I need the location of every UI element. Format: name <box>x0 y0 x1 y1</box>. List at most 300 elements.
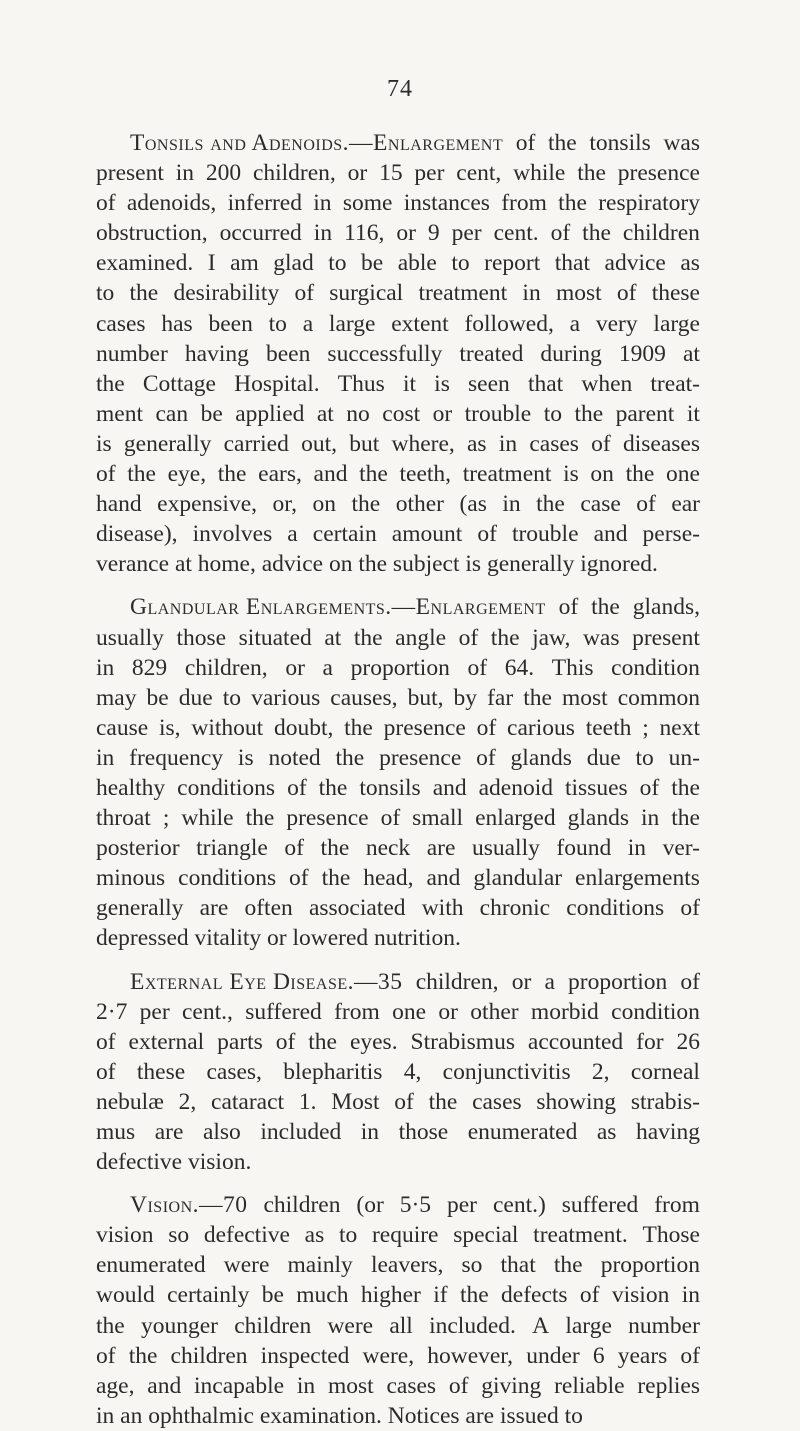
word: and <box>432 774 467 801</box>
word: the <box>359 461 388 488</box>
word: showing <box>536 1088 617 1115</box>
word: of <box>636 491 656 518</box>
word: but <box>349 430 380 457</box>
word: a <box>569 310 581 337</box>
paragraph <box>96 128 700 579</box>
word: or <box>432 400 453 427</box>
word: A <box>532 1312 550 1339</box>
word: those <box>176 624 227 651</box>
word: carried <box>223 430 289 457</box>
text-line <box>96 683 700 713</box>
text-line <box>96 339 700 369</box>
paragraph-gap <box>96 954 700 967</box>
word: so <box>168 1222 190 1249</box>
word: or <box>267 925 287 952</box>
word: 829 <box>131 654 168 681</box>
word: children, <box>184 654 268 681</box>
word: inspected <box>260 1342 350 1369</box>
word: these <box>651 280 700 307</box>
word: be <box>146 684 169 711</box>
word: 5·5 <box>399 1192 432 1219</box>
word: other <box>395 491 444 518</box>
word: throat <box>96 805 151 832</box>
word: were <box>327 1312 374 1339</box>
word: in <box>296 1372 316 1399</box>
word: jaw, <box>532 624 571 651</box>
word: as <box>596 1119 617 1145</box>
word: enlarged <box>475 805 556 832</box>
word: treatment <box>418 280 508 307</box>
word: verance <box>96 551 170 578</box>
word: of <box>458 624 479 651</box>
word: were <box>223 1252 270 1279</box>
word: instances <box>403 190 490 217</box>
word: seen <box>468 370 510 397</box>
word: vision <box>611 1282 670 1309</box>
word: proportion <box>600 1252 700 1279</box>
word: (as <box>459 491 487 518</box>
word: healthy <box>96 774 166 801</box>
word: morbid <box>530 998 599 1025</box>
word: 2, <box>591 1058 610 1085</box>
text-line <box>96 1341 700 1371</box>
word: in <box>96 744 115 771</box>
word: is, <box>158 714 181 741</box>
word: large <box>565 1312 612 1339</box>
word: cent., <box>182 998 233 1025</box>
word: ; <box>162 805 170 832</box>
word: is <box>96 430 112 457</box>
word: present <box>96 160 164 187</box>
paragraph-gap <box>96 579 700 592</box>
word: to <box>564 1402 583 1429</box>
word: depressed <box>96 925 189 952</box>
word: the <box>553 1252 583 1279</box>
word: special <box>453 1222 519 1249</box>
text-line <box>96 1311 700 1341</box>
text-line <box>96 1220 700 1250</box>
word: the <box>523 684 552 711</box>
word: lowered <box>292 925 369 952</box>
word: presence <box>383 714 466 741</box>
word: from <box>501 190 547 217</box>
word: vision. <box>187 1149 252 1176</box>
word: a <box>544 968 555 995</box>
word: children <box>263 1192 341 1219</box>
word: having <box>635 1119 700 1145</box>
word: in <box>681 1282 700 1309</box>
word: I <box>207 250 216 277</box>
word: per <box>139 998 170 1025</box>
word: much <box>296 1282 349 1309</box>
word: defects <box>501 1282 568 1309</box>
word: 200 <box>205 160 242 187</box>
word: posterior <box>96 835 180 862</box>
word: Notices <box>387 1402 460 1429</box>
word: situated <box>238 624 312 651</box>
word: due <box>586 744 621 771</box>
word: included <box>260 1119 342 1145</box>
word: treatment <box>462 461 552 488</box>
word: disease), <box>96 521 178 548</box>
word: ignored. <box>580 551 658 578</box>
word: of <box>579 1282 600 1309</box>
word: the <box>96 1312 125 1339</box>
text-line <box>96 1087 700 1117</box>
word: children <box>622 220 700 247</box>
word: to <box>222 684 242 711</box>
word: or, <box>272 491 298 518</box>
word: of <box>550 220 571 247</box>
word: to <box>338 1222 358 1249</box>
word: nutrition. <box>374 925 461 952</box>
word: are <box>199 895 229 922</box>
paragraph <box>96 592 700 953</box>
paragraph <box>96 967 700 1178</box>
word: the <box>344 714 373 741</box>
word: most <box>327 1372 374 1399</box>
word: require <box>371 1222 439 1249</box>
text-line <box>96 158 700 188</box>
section-heading: External Eye Disease.—35 <box>130 968 403 995</box>
text-column <box>96 128 700 1431</box>
word: was <box>582 624 620 651</box>
word: case <box>580 491 621 518</box>
word: of <box>275 1028 296 1055</box>
word: it <box>402 370 417 397</box>
word: one <box>392 998 427 1025</box>
word: children <box>170 1342 248 1369</box>
word: trouble <box>464 400 532 427</box>
word: 64. <box>504 654 535 681</box>
word: of <box>467 654 488 681</box>
word: or <box>511 968 532 995</box>
word: of <box>591 430 611 457</box>
text-line <box>96 803 700 833</box>
word: if <box>433 1282 448 1309</box>
text-line <box>96 713 700 743</box>
word: am <box>230 250 259 277</box>
word: successfully <box>327 340 443 367</box>
word: having <box>184 340 249 367</box>
word: next <box>659 714 700 741</box>
word: the <box>129 280 159 307</box>
word: the <box>577 160 606 187</box>
word: glands <box>510 744 572 771</box>
word: cases <box>472 1088 522 1115</box>
word: those <box>398 1119 449 1145</box>
text-line <box>96 248 700 278</box>
text-line <box>96 653 700 683</box>
word: ver- <box>662 835 700 862</box>
word: of <box>558 594 579 621</box>
word: amount <box>391 521 463 548</box>
text-line <box>96 519 700 549</box>
word: to <box>543 400 562 427</box>
word: certain <box>312 521 377 548</box>
word: from <box>334 998 380 1025</box>
word: can <box>155 400 189 427</box>
word: the <box>558 190 587 217</box>
word: mus <box>96 1119 136 1145</box>
text-line <box>96 967 700 997</box>
word: with <box>421 895 464 922</box>
word: age, <box>96 1372 135 1399</box>
text-line <box>96 1117 700 1147</box>
word: leavers, <box>370 1252 444 1279</box>
word: of <box>284 835 304 862</box>
word: of <box>96 190 116 217</box>
word: 15 <box>379 160 403 187</box>
word: would <box>96 1282 155 1309</box>
word: ear <box>671 491 700 518</box>
word: in <box>640 805 660 832</box>
word: nebulæ <box>96 1088 164 1115</box>
word: is <box>465 551 482 578</box>
word: conditions <box>566 895 665 922</box>
word: in <box>498 430 518 457</box>
text-line <box>96 309 700 339</box>
word: and <box>426 865 461 892</box>
word: of <box>476 714 497 741</box>
word: treated <box>459 340 524 367</box>
word: as <box>304 1222 325 1249</box>
word: most <box>555 280 602 307</box>
word: of <box>680 968 700 995</box>
word: of <box>515 130 536 156</box>
word: Hospital. <box>234 370 320 397</box>
word: home, <box>197 551 256 578</box>
word: other <box>470 998 519 1025</box>
word: suffered <box>561 1192 639 1219</box>
word: be <box>361 250 384 277</box>
word: issued <box>499 1402 559 1429</box>
word: the <box>321 865 351 892</box>
word: children, <box>415 968 499 995</box>
word: children <box>234 1312 312 1339</box>
section-heading: Tonsils and Adenoids.—Enlargement <box>130 130 504 156</box>
text-line <box>96 218 700 248</box>
word: tonsils <box>589 130 651 156</box>
word: cases <box>96 310 146 337</box>
text-line <box>96 399 700 429</box>
word: cost <box>382 400 421 427</box>
word: condition <box>611 998 700 1025</box>
text-line <box>96 1057 700 1087</box>
text-line <box>96 773 700 803</box>
word: a <box>322 654 333 681</box>
word: teeth <box>585 714 632 741</box>
word: in <box>360 1119 380 1145</box>
word: no <box>346 400 370 427</box>
word: eyes. <box>349 1028 398 1055</box>
word: in <box>96 654 115 681</box>
text-line <box>96 1027 700 1057</box>
word: large <box>653 310 700 337</box>
word: defective <box>203 1222 290 1249</box>
text-line <box>96 743 700 773</box>
word: but, <box>407 684 444 711</box>
word: presence <box>379 744 462 771</box>
word: the <box>217 461 247 488</box>
word: obstruction, <box>96 220 208 247</box>
word: conditions <box>178 865 277 892</box>
word: This <box>551 654 594 681</box>
word: ment <box>96 400 143 427</box>
word: 116, <box>344 220 385 247</box>
word: however, <box>427 1342 514 1369</box>
text-line <box>96 893 700 923</box>
word: proportion <box>350 654 450 681</box>
text-line <box>96 1190 700 1220</box>
word: able <box>397 250 437 277</box>
word: of <box>476 744 496 771</box>
text-line <box>96 549 700 579</box>
word: minous <box>96 865 166 892</box>
word: of <box>380 805 401 832</box>
word: 26 <box>676 1028 700 1055</box>
word: conditions <box>177 774 276 801</box>
word: extent <box>391 310 449 337</box>
text-line <box>96 1401 700 1431</box>
word: glandular <box>473 865 563 892</box>
word: younger <box>140 1312 218 1339</box>
text-line <box>96 459 700 489</box>
word: most <box>561 684 608 711</box>
word: the <box>490 624 520 651</box>
word: applied <box>235 400 305 427</box>
word: surgical <box>329 280 404 307</box>
word: be <box>200 400 223 427</box>
section-heading: Vision.—70 <box>130 1192 248 1219</box>
text-line <box>96 128 700 158</box>
word: is <box>434 370 450 397</box>
word: to <box>451 250 470 277</box>
word: chronic <box>479 895 551 922</box>
word: large <box>328 310 376 337</box>
word: during <box>540 340 602 367</box>
word: Thus <box>337 370 385 397</box>
word: present <box>632 624 700 651</box>
word: the <box>308 1028 337 1055</box>
word: included. <box>429 1312 516 1339</box>
word: of <box>477 521 497 548</box>
word: 9 <box>427 220 440 247</box>
text-line <box>96 833 700 863</box>
word: desirability <box>173 280 280 307</box>
word: Cottage <box>142 370 216 397</box>
word: examination. <box>259 1402 382 1429</box>
word: the <box>536 491 565 518</box>
word: been <box>208 310 253 337</box>
word: external <box>128 1028 205 1055</box>
word: ophthalmic <box>148 1402 254 1429</box>
word: cataract <box>211 1088 285 1115</box>
text-line <box>96 1147 700 1177</box>
word: or <box>438 998 458 1025</box>
text-line <box>96 1250 700 1280</box>
text-line <box>96 1280 700 1310</box>
word: the <box>574 400 604 427</box>
word: as <box>467 430 487 457</box>
word: generally <box>96 895 184 922</box>
word: cause <box>96 714 149 741</box>
word: defective <box>96 1149 183 1176</box>
word: found <box>556 835 612 862</box>
word: trouble <box>511 521 579 548</box>
word: subject <box>392 551 460 578</box>
word: at <box>682 340 700 367</box>
word: in <box>313 190 332 217</box>
word: the <box>335 744 365 771</box>
word: vitality <box>194 925 262 952</box>
word: advice <box>604 250 666 277</box>
word: condition <box>611 654 700 681</box>
word: accounted <box>527 1028 624 1055</box>
word: far <box>487 684 514 711</box>
word: the <box>351 491 381 518</box>
word: is <box>563 461 579 488</box>
word: 1909 <box>618 340 666 367</box>
text-line <box>96 489 700 519</box>
word: common <box>617 684 700 711</box>
word: is <box>237 744 254 771</box>
word: be <box>261 1282 284 1309</box>
word: for <box>636 1028 664 1055</box>
word: vision <box>96 1222 154 1249</box>
word: it <box>686 400 700 427</box>
word: the <box>428 1088 458 1115</box>
word: cases <box>529 430 579 457</box>
word: the <box>671 805 700 832</box>
word: a <box>302 310 314 337</box>
word: one <box>665 461 700 488</box>
word: eye, <box>167 461 207 488</box>
word: enumerated <box>467 1119 578 1145</box>
word: enlargements <box>575 865 700 892</box>
word: under <box>526 1342 580 1369</box>
word: 1. <box>298 1088 317 1115</box>
word: children, <box>252 160 336 187</box>
word: and <box>313 461 348 488</box>
word: causes, <box>330 684 398 711</box>
word: glands <box>567 805 629 832</box>
word: advice <box>261 551 324 578</box>
word: small <box>412 805 464 832</box>
word: by <box>453 684 478 711</box>
word: years <box>617 1342 668 1369</box>
word: teeth, <box>399 461 452 488</box>
word: may <box>96 684 137 711</box>
word: 6 <box>592 1342 605 1369</box>
word: are <box>426 835 456 862</box>
word: in <box>502 491 521 518</box>
word: per <box>414 160 445 187</box>
word: Strabismus <box>410 1028 515 1055</box>
paragraph-gap <box>96 1177 700 1190</box>
word: the <box>353 624 383 651</box>
word: of <box>639 774 660 801</box>
word: in <box>175 160 194 187</box>
word: treat- <box>650 370 700 397</box>
word: triangle <box>196 835 268 862</box>
word: per <box>447 1192 478 1219</box>
text-line <box>96 863 700 893</box>
word: the <box>548 130 577 156</box>
word: of <box>616 280 637 307</box>
word: the <box>459 1282 489 1309</box>
word: cent.) <box>492 1192 546 1219</box>
